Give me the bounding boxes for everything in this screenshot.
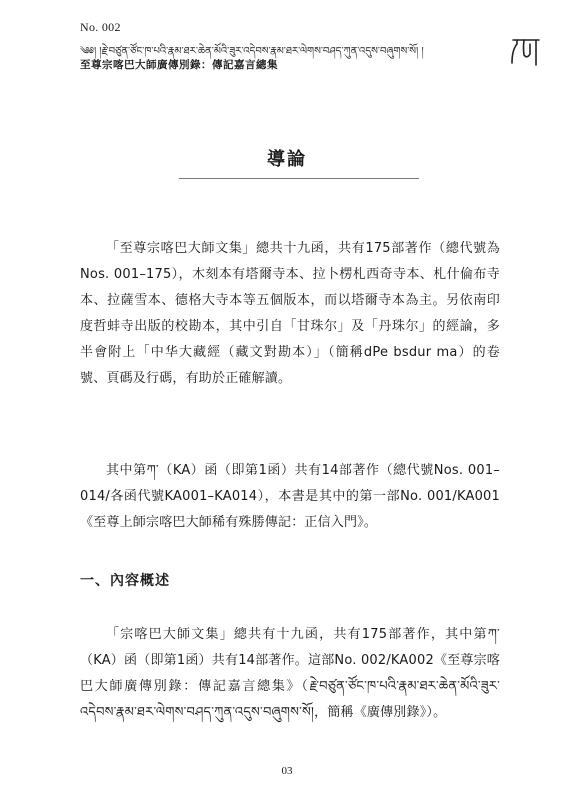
running-title: 至尊宗喀巴大師廣傳別錄：傳記嘉言總集: [80, 59, 278, 71]
ka-letter-icon: [508, 35, 544, 69]
summary-paragraph: 「宗喀巴大師文集」總共有十九函，共有175部著作，其中第ཀ་（KA）函（即第1函）共有14部著作。這部No. 002/KA002《至尊宗喀巴大師廣傳別錄：傳記嘉言總集》（རྗེ་བཙུན་ཙོང་ཁ་པའི་རྣམ་ཐར་ཆེན་མོའི་ཟུར་འདེབས་རྣམ་ཐར་ལེགས་བཤད་ཀུན་འདུས་བཞུགས་སོ།，簡稱《廣傳別錄》）。: [80, 627, 500, 720]
volume-paragraph: 其中第ཀ་（KA）函（即第1函）共有14部著作（總代號Nos. 001–014/各函代號KA001–KA014），本書是其中的第一部No. 001/KA001《至尊上師宗喀巴大師稀有殊勝傳記：正信入門》。: [80, 463, 500, 530]
chapter-title: 導論: [267, 149, 307, 170]
volume-number: No. 002: [80, 20, 121, 34]
tibetan-running-title: ༄༅། །རྗེ་བཙུན་ཙོང་ཁ་པའི་རྣམ་ཐར་ཆེན་མོའི་ཟུར་འདེབས་རྣམ་ཐར་ལེགས་བཤད་ཀུན་འདུས་བཞུགས་སོ། །: [80, 46, 424, 57]
page-number: 03: [281, 765, 293, 777]
title-divider: [179, 178, 419, 179]
section-heading: 一、內容概述: [80, 573, 170, 589]
intro-paragraph: 「至尊宗喀巴大師文集」總共十九函，共有175部著作（總代號為Nos. 001–175），木刻本有塔爾寺本、拉卜楞札西奇寺本、札什倫布寺本、拉薩雪本、德格大寺本等五個版本，而以塔爾寺本為主。另依南印度哲蚌寺出版的校勘本，其中引自「甘珠尔」及「丹珠尔」的經論，多半會附上「中华大藏經（藏文對勘本）」（簡稱dPe bsdur ma）的卷號、頁碼及行碼，有助於正確解讀。: [80, 241, 500, 386]
